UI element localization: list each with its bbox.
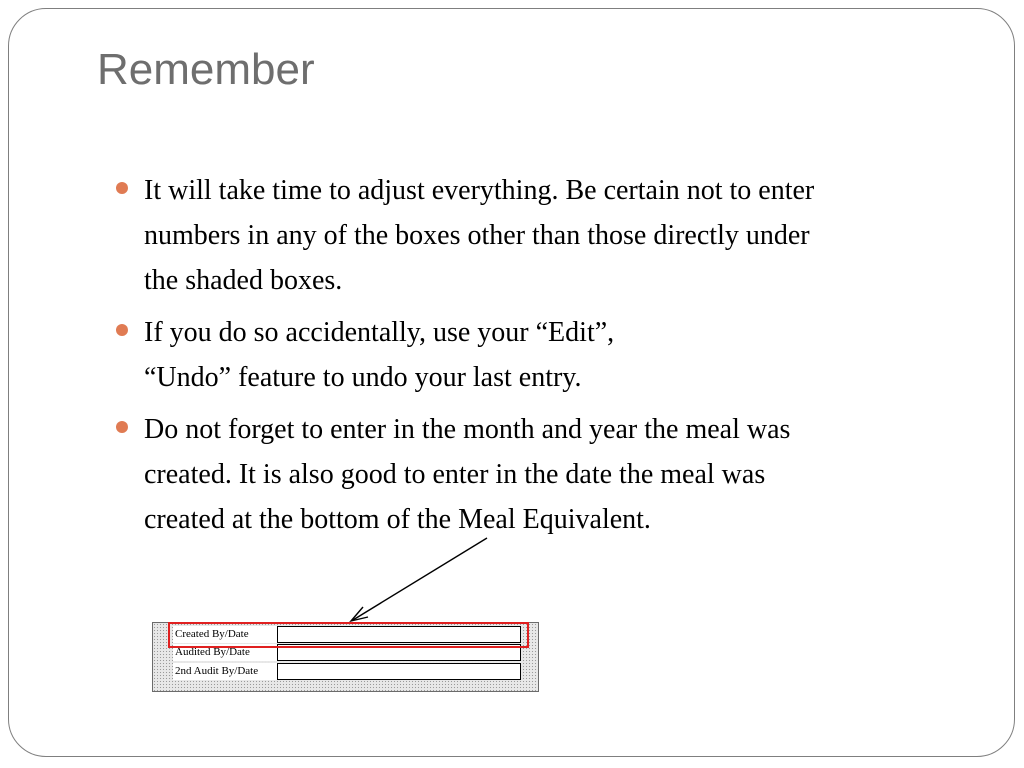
bullet-line: It will take time to adjust everything. Be certain not to enter bbox=[144, 175, 815, 206]
form-label: Audited By/Date bbox=[173, 644, 277, 661]
bullet-line: created at the bottom of the Meal Equivalent. bbox=[144, 504, 651, 535]
slide-title: Remember bbox=[97, 45, 315, 94]
bullet-line: If you do so accidentally, use your “Edit”, bbox=[144, 317, 615, 348]
bullet-dot-icon bbox=[116, 324, 128, 336]
bullet-item bbox=[112, 407, 972, 542]
form-field bbox=[277, 663, 521, 680]
bullet-item bbox=[112, 168, 972, 303]
form-label: 2nd Audit By/Date bbox=[173, 663, 277, 680]
bullet-line: Do not forget to enter in the month and year the meal was bbox=[144, 414, 791, 445]
bullet-item bbox=[112, 310, 972, 400]
bullet-dot-icon bbox=[116, 421, 128, 433]
bullet-list bbox=[112, 168, 972, 549]
highlight-box bbox=[168, 622, 529, 648]
bullet-line: “Undo” feature to undo your last entry. bbox=[144, 362, 582, 393]
bullet-line: numbers in any of the boxes other than those directly under bbox=[144, 220, 810, 251]
form-label: Created By/Date bbox=[173, 626, 277, 643]
form-row-second-audit bbox=[173, 663, 521, 680]
bullet-line: the shaded boxes. bbox=[144, 265, 343, 296]
bullet-line: created. It is also good to enter in the date the meal was bbox=[144, 459, 766, 490]
bullet-dot-icon bbox=[116, 182, 128, 194]
